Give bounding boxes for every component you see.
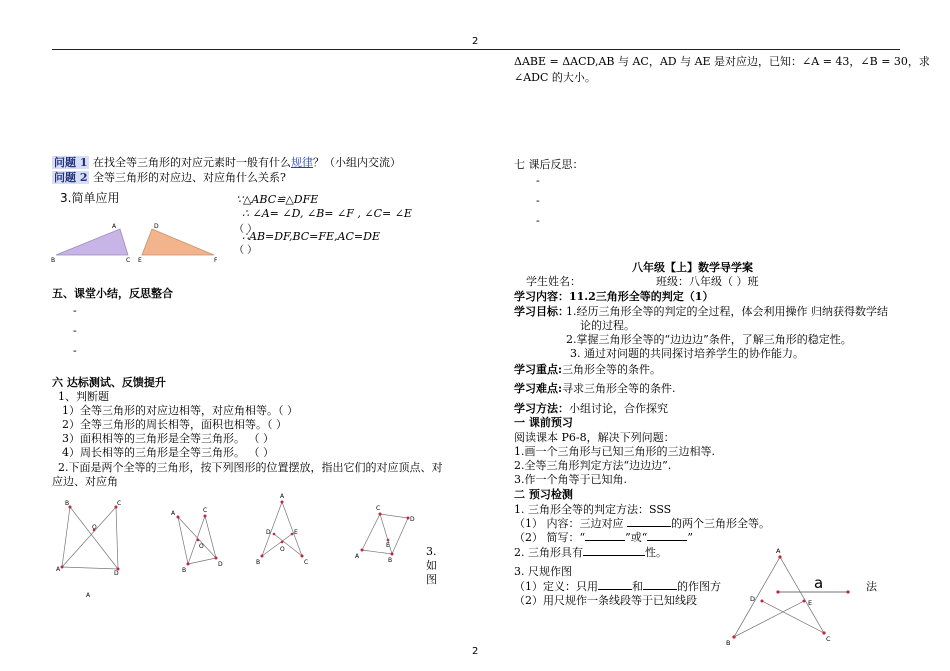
fig4-label-b: B <box>388 557 393 564</box>
reflection-dash-3: - <box>536 214 540 227</box>
rfig-label-a: A <box>776 547 781 555</box>
summary-dash-2: - <box>73 324 77 337</box>
preview-item-2: 2.全等三角形判定方法“边边边”. <box>514 459 672 472</box>
proof-reason-2: （ ） <box>234 245 258 256</box>
section-3-title: 3.简单应用 <box>60 191 120 205</box>
label-e: E <box>138 257 142 264</box>
label-f: F <box>214 257 218 264</box>
judge-item-3: 3）面积相等的三角形是全等三角形。 （ ） <box>62 432 274 445</box>
fig1-label-o: O <box>92 524 97 531</box>
rfig-label-c: C <box>826 635 831 643</box>
check-3: 3. 尺规作图 <box>514 565 572 578</box>
figure-3 <box>254 490 314 575</box>
summary-dash-3: - <box>73 344 77 357</box>
label-c: C <box>126 257 131 264</box>
fig4-label-e: E <box>386 542 390 549</box>
figure-4 <box>352 500 422 570</box>
check-2-post: 性。 <box>645 546 667 559</box>
rfig-label-d: D <box>750 595 756 603</box>
goal-2: 2.掌握三角形全等的“边边边”条件，了解三角形的稳定性。 <box>566 333 852 346</box>
figure-2 <box>168 500 238 580</box>
judge-item-4: 4）周长相等的三角形是全等三角形。 （ ） <box>62 446 274 459</box>
fig1-label-b: B <box>65 500 70 507</box>
fig1-label-c: C <box>117 500 122 507</box>
preview-item-1: 1.画一个三角形与已知三角形的三边相等. <box>514 445 715 458</box>
key-point <box>514 361 661 377</box>
proof-given: ∵△ABC≌△DFE <box>236 193 319 206</box>
fig4-label-c: C <box>376 505 381 512</box>
right-top-line1: ΔABE = ΔACD,AB 与 AC，AD 与 AE 是对应边，已知：∠A = 43，∠B = 30，求 <box>514 55 930 68</box>
fig1-label-a: A <box>56 566 61 573</box>
header-rule <box>52 49 900 50</box>
fig1-label-a-bottom: A <box>86 592 91 599</box>
figure-1 <box>52 495 132 605</box>
fig4-label-a: A <box>355 553 360 560</box>
check-1b-blank-2[interactable] <box>647 530 687 541</box>
fig2-label-d: D <box>218 561 223 568</box>
question-1-text-b: ？（小组内交流） <box>312 156 401 169</box>
check-1a-blank[interactable] <box>627 516 671 527</box>
judge-item-2: 2）全等三角形的周长相等，面积也相等。（ ） <box>62 418 287 431</box>
learning-content <box>514 288 713 304</box>
check-3a-mid: 和 <box>632 580 643 593</box>
preview-title: 一 课前预习 <box>514 416 573 429</box>
triangle-abc-construction-figure <box>724 545 834 650</box>
question-2-line1: 2.下面是两个全等的三角形，按下列图形的位置摆放，指出它们的对应顶点、对 <box>58 461 443 474</box>
key-label: 学习重点: <box>514 363 563 376</box>
page-number-bottom: 2 <box>472 646 479 657</box>
question-2 <box>52 169 286 185</box>
rule-link[interactable]: 规律 <box>290 156 313 169</box>
check-3a-pre: （1）定义：只用 <box>514 580 598 593</box>
section-6-title: 六 达标测试、反馈提升 <box>52 376 166 389</box>
fig3-label-d: D <box>266 529 271 536</box>
reflection-dash-2: - <box>536 194 540 207</box>
question-2-line2: 应边、对应角 <box>52 475 118 488</box>
check-2 <box>514 544 667 560</box>
side-note-2: 如 <box>426 559 437 572</box>
proof-angles: ∴ ∠A= ∠D, ∠B= ∠F , ∠C= ∠E <box>242 207 412 220</box>
check-3a-post: 的作图方 <box>677 580 721 593</box>
class-info: 班级：八年级（ ）班 <box>656 275 759 288</box>
fig3-label-e: E <box>294 529 298 536</box>
check-1a-pre: （1） 内容：三边对应 <box>514 517 624 530</box>
check-1b-post: ” <box>687 531 693 544</box>
summary-dash-1: - <box>73 304 77 317</box>
congruent-triangles-figure <box>50 222 230 272</box>
question-1-text-a: 在找全等三角形的对应元素时一般有什么 <box>92 156 291 169</box>
fig3-label-b: B <box>256 559 261 566</box>
rfig-label-b: B <box>726 639 731 647</box>
side-note-1: 3. <box>426 545 437 558</box>
goal-1b: 论的过程。 <box>580 319 635 332</box>
triangle-abc <box>56 229 128 255</box>
question-2-label: 问题 2 <box>54 171 88 184</box>
method-label: 学习方法： <box>514 402 569 415</box>
judge-item-1: 1）全等三角形的对应边相等，对应角相等。（ ） <box>62 404 298 417</box>
proof-sides: ∴AB=DF,BC=FE,AC=DE <box>242 230 380 243</box>
check-2-pre: 2. 三角形具有 <box>514 546 583 559</box>
judge-title: 1、判断题 <box>58 390 109 403</box>
check-3a-tail: 法 <box>866 580 877 593</box>
question-1 <box>52 154 401 170</box>
section-7-title: 七 课后反思： <box>514 158 584 171</box>
check-3b: （2）用尺规作一条线段等于已知线段 <box>514 594 697 607</box>
page-number-top: 2 <box>472 36 479 47</box>
check-3a-blank-1[interactable] <box>598 579 632 590</box>
goal-1: 1.经历三角形全等的判定的全过程，体会利用操作 归纳获得数学结 <box>566 305 888 318</box>
side-note <box>426 545 437 587</box>
fig3-label-a: A <box>280 493 285 500</box>
student-name: 学生姓名： <box>526 275 581 288</box>
fig2-label-a: A <box>171 510 176 517</box>
check-1a-post: 的两个三角形全等。 <box>671 517 770 530</box>
difficulty <box>514 380 676 396</box>
side-note-3: 图 <box>426 573 437 586</box>
question-1-label: 问题 1 <box>54 156 88 169</box>
goal-3: 3. 通过对问题的共同探讨培养学生的协作能力。 <box>570 347 804 360</box>
check-1b-mid: ”或“ <box>625 531 648 544</box>
check-1b <box>514 529 693 545</box>
preview-item-3: 3.作一个角等于已知角. <box>514 473 627 486</box>
worksheet-title: 八年级【上】数学导学案 <box>632 261 753 274</box>
label-b: B <box>51 257 56 264</box>
check-3a-blank-2[interactable] <box>643 579 677 590</box>
rfig-label-e: E <box>808 599 813 607</box>
preview-intro: 阅读课本 P6-8，解决下列问题： <box>514 431 675 444</box>
fig3-label-o: O <box>280 546 285 553</box>
check-1: 1. 三角形全等的判定方法：SSS <box>514 503 672 516</box>
check-title: 二 预习检测 <box>514 488 573 501</box>
triangle-def <box>142 229 214 255</box>
check-2-blank[interactable] <box>583 545 645 556</box>
content-value: 11.2三角形全等的判定（1） <box>569 290 714 303</box>
label-a: A <box>112 223 117 230</box>
right-top-line2: ∠ADC 的大小。 <box>514 71 596 84</box>
question-2-text: 全等三角形的对应边、对应角什么关系? <box>92 171 286 184</box>
label-d: D <box>154 223 159 230</box>
method-value: 小组讨论，合作探究 <box>569 402 668 415</box>
fig2-label-c: C <box>203 507 208 514</box>
fig2-label-o: O <box>199 543 204 550</box>
check-1b-blank-1[interactable] <box>585 530 625 541</box>
key-value: 三角形全等的条件。 <box>562 363 662 376</box>
reflection-dash-1: - <box>536 174 540 187</box>
goal-label: 学习目标： <box>514 305 569 318</box>
segment-label-a: a <box>814 574 824 592</box>
proof-reason-1: （ ） <box>234 224 258 235</box>
fig1-label-d: D <box>114 570 119 577</box>
content-label: 学习内容： <box>514 290 569 303</box>
fig4-label-d: D <box>410 516 415 523</box>
difficulty-label: 学习难点: <box>514 382 563 395</box>
section-5-title: 五、课堂小结，反思整合 <box>52 287 173 300</box>
fig2-label-b: B <box>182 567 187 574</box>
check-1b-pre: （2） 简写：“ <box>514 531 586 544</box>
difficulty-value: 寻求三角形全等的条件. <box>562 382 676 395</box>
fig3-label-c: C <box>304 559 309 566</box>
